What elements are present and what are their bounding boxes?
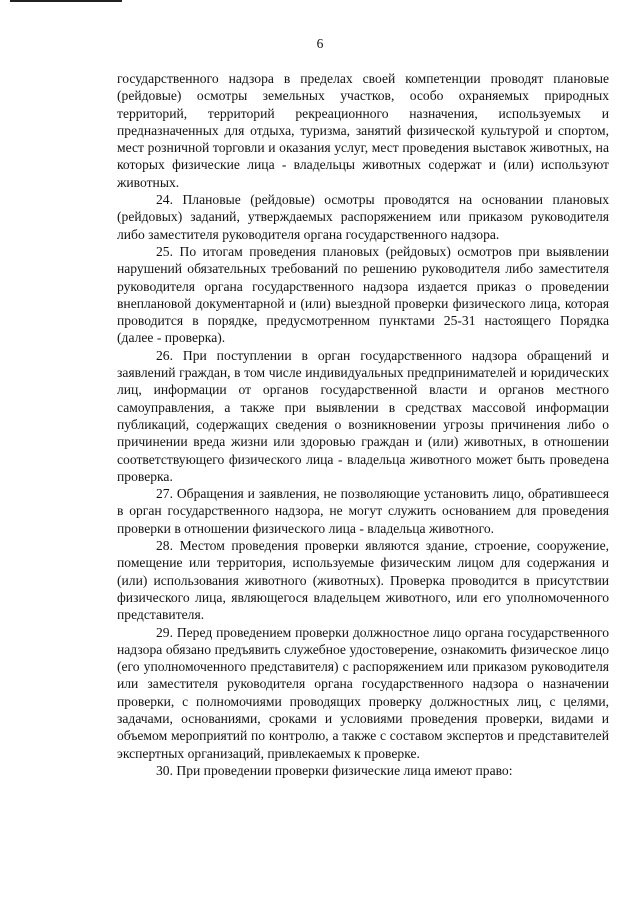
paragraph-29: 29. Перед проведением проверки должностное лицо органа государственного надзора обязано предъявить служебное удостоверение, ознакомить физическое лицо (его уполномоченного представителя) с распоряжением или приказом руководителя или заместителя руководителя органа государственного надзора о назначении проверки, с полномочиями проводящих проверку должностных лиц, с целями, задачами, основаниями, сроками и условиями проведения проверки, видами и объемом мероприятий по контролю, а также с составом экспертов и представителей экспертных организаций, привлекаемых к проверке. [117,624,609,761]
paragraph-28: 28. Местом проведения проверки являются здание, строение, сооружение, помещение или территория, используемые физическим лицом для содержания и (или) использования животного (животных). Проверка проводится в присутствии физического лица, являющегося владельцем животного, или его уполномоченного представителя. [117,538,609,623]
paragraph-continuation: государственного надзора в пределах своей компетенции проводят плановые (рейдовые) осмотры земельных участков, особо охраняемых природных территорий, территорий рекреационного назначения, используемых и предназначенных для отдыха, туризма, занятий физической культурой и спортом, мест розничной торговли и оказания услуг, мест проведения выставок животных, на которых физические лица - владельцы животных содержат и (или) используют животных. [117,71,609,190]
paragraph-25: 25. По итогам проведения плановых (рейдовых) осмотров при выявлении нарушений обязательных требований по решению руководителя либо заместителя руководителя органа государственного надзора издается приказ о проведении внеплановой документарной и (или) выездной проверки физического лица, которая проводится в порядке, предусмотренном пунктами 25-31 настоящего Порядка (далее - проверка). [117,243,609,346]
paragraph-27: 27. Обращения и заявления, не позволяющие установить лицо, обратившееся в орган государственного надзора, не могут служить основанием для проведения проверки в отношении физического лица - владельца животного. [117,486,609,536]
paragraph-30: 30. При проведении проверки физические лица имеют право: [156,762,513,778]
paragraph-24: 24. Плановые (рейдовые) осмотры проводятся на основании плановых (рейдовых) заданий, утверждаемых распоряжением или приказом руководителя либо заместителя руководителя органа государственного надзора. [117,192,609,242]
top-edge-rule [10,0,122,2]
page-number: 6 [316,36,324,51]
paragraph-26: 26. При поступлении в орган государственного надзора обращений и заявлений граждан, в том числе индивидуальных предпринимателей и юридических лиц, информации от органов государственной власти и органов местного самоуправления, а также при выявлении в средствах массовой информации публикаций, содержащих сведения о возникновении угрозы причинения либо о причинении вреда жизни или здоровью граждан и (или) животных, в отношении соответствующего физического лица - владельца животного может быть проведена проверка. [117,347,609,484]
document-body [117,70,609,779]
